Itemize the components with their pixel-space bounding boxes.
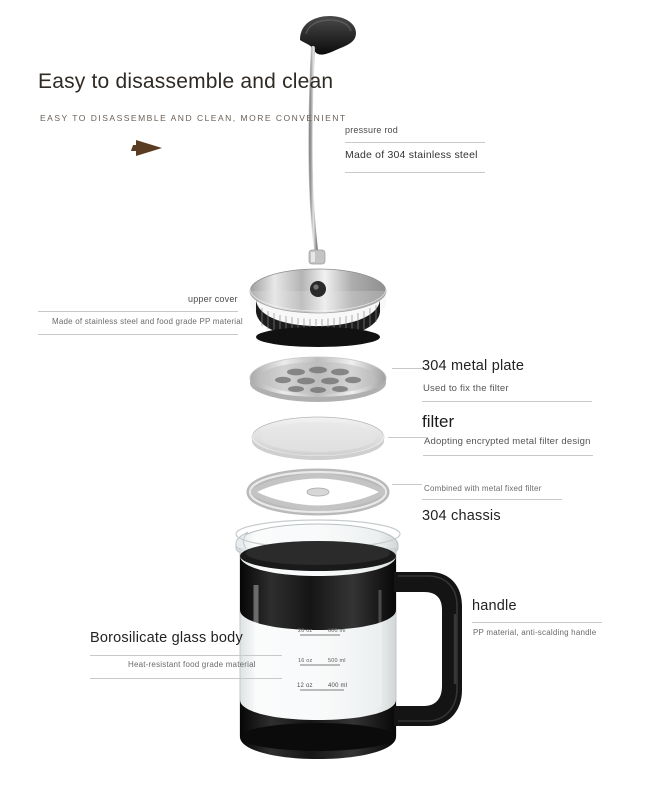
callout-upper-cover-title: upper cover	[188, 294, 238, 304]
callout-pressure-rod-title: pressure rod	[345, 125, 398, 135]
divider-pressure-rod	[345, 142, 485, 143]
glass-body	[236, 520, 400, 759]
divider-glass-body-2	[90, 678, 282, 679]
leader-filter	[388, 437, 426, 438]
callout-metal-plate-desc: Used to fix the filter	[423, 383, 509, 394]
measure-oz-2: 16 oz	[298, 658, 313, 664]
leader-metal-plate	[392, 368, 426, 369]
callout-pressure-rod-desc: Made of 304 stainless steel	[345, 149, 478, 161]
callout-glass-body-title: Borosilicate glass body	[90, 630, 243, 646]
callout-upper-cover-desc: Made of stainless steel and food grade PP material	[52, 317, 243, 326]
callout-chassis-name: 304 chassis	[422, 508, 501, 524]
callout-pressure-rod	[345, 125, 478, 161]
metal-plate	[250, 357, 386, 402]
callout-filter-title: filter	[422, 412, 455, 431]
callout-filter-desc: Adopting encrypted metal filter design	[424, 436, 591, 447]
divider-handle	[472, 622, 602, 623]
leader-chassis	[392, 484, 422, 485]
measure-oz-1: 20 oz	[298, 628, 313, 634]
headline-sub: EASY TO DISASSEMBLE AND CLEAN, MORE CONVENIENT	[40, 113, 347, 123]
measure-ml-3: 400 ml	[328, 683, 348, 689]
divider-upper-cover-2	[38, 334, 238, 335]
divider-pressure-rod-2	[345, 172, 485, 173]
upper-cover	[250, 267, 386, 347]
handle	[394, 572, 462, 726]
arrow-icon	[136, 140, 162, 156]
headline-main: Easy to disassemble and clean	[38, 70, 334, 93]
divider-glass-body	[90, 655, 282, 656]
measure-ml-2: 500 ml	[328, 658, 346, 664]
measure-oz-3: 12 oz	[297, 683, 313, 689]
callout-glass-body-desc: Heat-resistant food grade material	[128, 660, 256, 669]
divider-metal-plate	[422, 401, 592, 402]
divider-chassis	[422, 499, 562, 500]
filter-mesh	[252, 416, 384, 460]
callout-handle-desc: PP material, anti-scalding handle	[473, 628, 597, 637]
plunger-knob	[300, 16, 356, 55]
callout-chassis-desc: Combined with metal fixed filter	[424, 484, 542, 493]
callout-metal-plate-title: 304 metal plate	[422, 358, 525, 374]
chassis-plate	[250, 472, 386, 512]
divider-upper-cover	[38, 311, 238, 312]
measure-ml-1: 600 ml	[328, 628, 346, 634]
divider-filter	[423, 455, 593, 456]
callout-handle-title: handle	[472, 598, 517, 614]
